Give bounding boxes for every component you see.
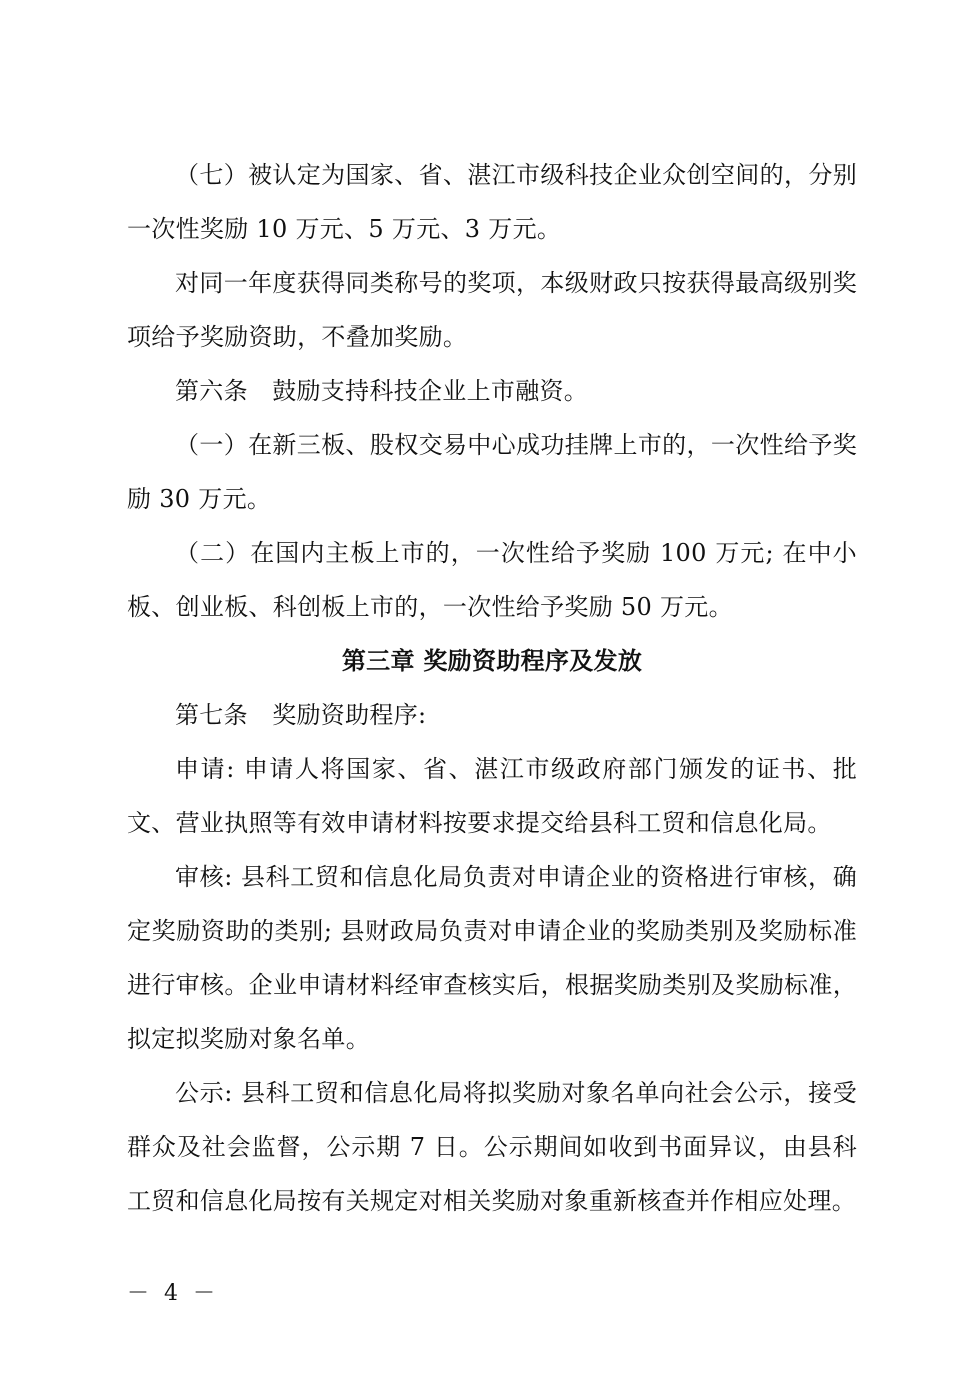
paragraph-item-1: （一）在新三板、股权交易中心成功挂牌上市的，一次性给予奖励 30 万元。 xyxy=(127,431,857,513)
paragraph-review: 审核: 县科工贸和信息化局负责对申请企业的资格进行审核，确定奖励资助的类别; 县财政局负责对申请企业的奖励类别及奖励标准进行审核。企业申请材料经审查核实后，根据奖励类别及奖励标准，拟定拟奖励对象名单。 xyxy=(127,863,857,1053)
page-number: － 4 － xyxy=(127,1281,219,1306)
chapter-3-heading: 第三章 奖励资助程序及发放 xyxy=(341,647,643,675)
paragraph-application: 申请: 申请人将国家、省、湛江市级政府部门颁发的证书、批文、营业执照等有效申请材料按要求提交给县科工贸和信息化局。 xyxy=(127,755,857,837)
paragraph-item-7: （七）被认定为国家、省、湛江市级科技企业众创空间的，分别一次性奖励 10 万元、5 万元、3 万元。 xyxy=(127,161,857,243)
paragraph-no-stacking-note: 对同一年度获得同类称号的奖项，本级财政只按获得最高级别奖项给予奖励资助，不叠加奖励。 xyxy=(127,269,857,351)
document-body xyxy=(127,148,857,1228)
paragraph-item-2: （二）在国内主板上市的，一次性给予奖励 100 万元; 在中小板、创业板、科创板上市的，一次性给予奖励 50 万元。 xyxy=(127,539,857,621)
paragraph-publicity: 公示: 县科工贸和信息化局将拟奖励对象名单向社会公示，接受群众及社会监督，公示期 7 日。公示期间如收到书面异议，由县科工贸和信息化局按有关规定对相关奖励对象重新核查并作相应处理。 xyxy=(127,1079,857,1215)
article-7-heading: 第七条 奖励资助程序: xyxy=(175,701,427,729)
article-6-heading: 第六条 鼓励支持科技企业上市融资。 xyxy=(175,377,589,405)
